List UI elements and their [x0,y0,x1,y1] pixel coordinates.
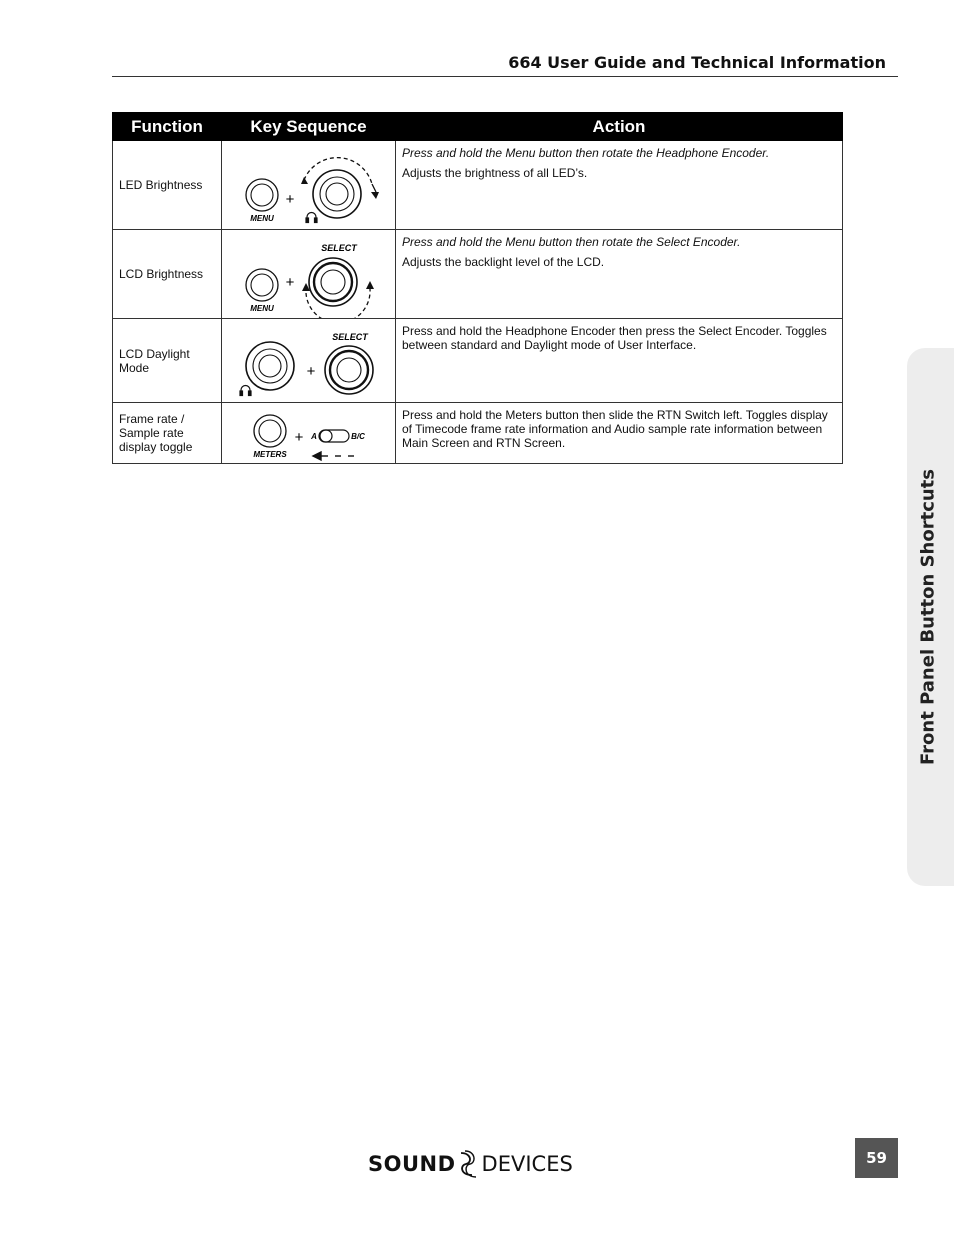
function-cell: LED Brightness [113,141,222,230]
key-sequence-diagram [222,231,394,318]
action-description: Press and hold the Headphone Encoder then press the Select Encoder. Toggles between standard and Daylight mode of User Interface. [402,324,827,352]
column-header-key-sequence: Key Sequence [222,113,396,141]
menu-button-icon [246,179,278,211]
key-sequence-cell [222,141,396,230]
logo-text-devices: DEVICES [481,1152,573,1176]
select-label: SELECT [321,242,357,253]
slide-left-arrow-icon [313,452,354,460]
table-row [113,403,843,464]
action-instruction: Press and hold the Menu button then rotate the Headphone Encoder. [402,146,770,160]
meters-button-icon [254,415,286,447]
headphone-icon [240,385,251,395]
table-row [113,230,843,319]
table-row [113,319,843,403]
rotate-arrow-right-icon [371,192,379,199]
column-header-function: Function [113,113,222,141]
function-cell: Frame rate / Sample rate display toggle [113,403,222,464]
action-cell [396,141,843,230]
plus-sign: + [285,273,295,291]
plus-sign: + [285,190,295,208]
page-number: 59 [855,1138,898,1178]
meters-label: METERS [253,449,287,459]
action-cell [396,230,843,319]
rotate-arrow-left-icon [301,177,308,184]
header-rule [112,76,898,77]
select-label: SELECT [332,331,368,342]
shortcuts-table [112,112,843,464]
headphone-icon [306,212,317,222]
logo-text-sound: SOUND [368,1152,456,1176]
plus-sign: + [306,362,316,380]
function-cell: LCD Brightness [113,230,222,319]
headphone-encoder-icon [313,170,361,218]
key-sequence-cell [222,230,396,319]
key-sequence-cell [222,319,396,403]
column-header-action: Action [396,113,843,141]
side-tab-label: Front Panel Button Shortcuts [917,468,939,766]
function-cell: LCD Daylight Mode [113,319,222,403]
action-cell [396,319,843,403]
key-sequence-diagram [222,404,394,463]
action-description: Adjusts the brightness of all LED’s. [402,166,588,180]
switch-label-a: A [311,431,317,441]
key-sequence-cell [222,403,396,464]
action-description: Press and hold the Meters button then slide the RTN Switch left. Toggles display of Timecode frame rate information and Audio sample rate information between Main Screen and RTN Screen. [402,408,828,450]
menu-label: MENU [250,213,274,223]
table-header-row [113,113,843,141]
sound-devices-logo [368,1148,573,1180]
page-header-title: 664 User Guide and Technical Information [508,53,886,72]
action-description: Adjusts the backlight level of the LCD. [402,255,605,269]
plus-sign: + [294,428,304,446]
key-sequence-diagram [222,142,394,229]
headphone-encoder-icon [246,342,294,390]
select-encoder-icon [325,346,373,394]
rtn-switch-icon [319,430,349,442]
menu-label: MENU [250,303,274,313]
action-instruction: Press and hold the Menu button then rotate the Select Encoder. [402,235,741,249]
table-row [113,141,843,230]
switch-label-bc: B/C [351,431,365,441]
menu-button-icon [246,269,278,301]
action-cell [396,403,843,464]
select-encoder-icon [309,258,357,306]
key-sequence-diagram [222,320,394,402]
logo-wave-icon [458,1149,480,1179]
rotate-arrow-right-icon [366,281,374,289]
